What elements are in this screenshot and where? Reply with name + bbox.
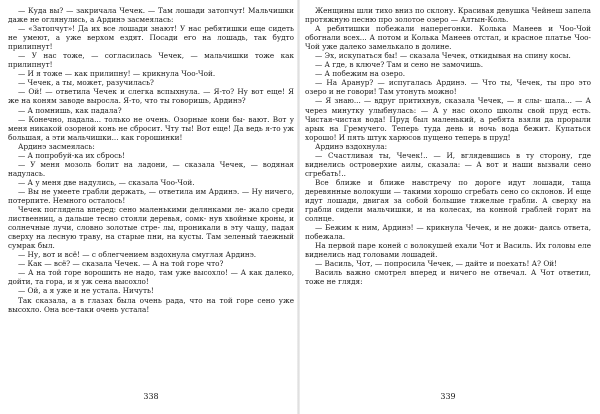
right-page-paragraph: А ребятишки побежали наперегонки. Колька Манеев и Чоо-Чой обогнали всех... А потом и Колька Манеев отстал, и красное платье Чоо-Чой уже далеко замелькало в долине. — [305, 24, 591, 52]
right-page-paragraph: Василь важно смотрел вперед и ничего не отвечал. А Чот ответил, тоже не глядя: — [305, 268, 591, 287]
left-page-paragraph: — А помнишь, как падала? — [18, 105, 122, 115]
right-page-text — [305, 6, 591, 286]
left-page-paragraph: — А у меня две надулись, — сказала Чоо-Чой. — [18, 177, 195, 187]
left-page-paragraph: — Вы не умеете грабли держать, — ответила им Ардинэ. — Ну ничего, потерпите. Немного осталось! — [8, 186, 294, 205]
right-page-paragraph: Ардинэ вздохнула: — [315, 141, 388, 151]
left-page-paragraph: — И я тоже — как прилипну! — крикнула Чоо-Чой. — [18, 69, 216, 79]
left-page-number: 338 — [143, 392, 159, 401]
left-page-paragraph: Чечек поглядела вперед: сено маленькими делянками ле- жало среди лиственниц, а дальше тесно стояли деревья, сомк- нув хвойные кроны, и солнечные лучи, словно золотые стре- лы, проникали в эту чащу, падая сверху на лесную траву, на старые пни, на кусты. Там зеленый таежный сумрак был. — [8, 205, 294, 251]
left-page-text — [8, 6, 294, 314]
right-page-paragraph: Женщины шли тихо вниз по склону. Красивая девушка Чейнеш запела протяжную песню про золотое озеро — Алтын-Коль. — [305, 6, 591, 25]
left-page-paragraph: — Куда вы? — закричала Чечек. — Там лошади затопчут! Мальчишки даже не оглянулись, а Ардинэ засмеялась: — [8, 6, 294, 25]
left-page-paragraph: — А на той горе ворошить не надо, там уже высохло! — А как далеко, дойти, та гора, и я уж сена высохло! — [8, 268, 294, 287]
right-page-paragraph: — А где, в ключе? Там и сено не замочишь. — [315, 60, 484, 70]
left-page-paragraph: — А попробуй-ка их сбрось! — [18, 150, 126, 160]
left-page-paragraph: — Ой, а я уже и не устала. Ничуть! — [18, 286, 154, 296]
left-page-paragraph: — Чечек, а ты, может, разучилась? — [18, 78, 154, 88]
right-page-number: 339 — [440, 392, 456, 401]
book-gutter — [297, 0, 300, 414]
right-page-paragraph: — Эх, искупаться бы! — сказала Чечек, откидывая на спину косы. — [315, 51, 571, 61]
left-page-paragraph: — Как — всё? — сказала Чечек. — А на той горе что? — [18, 259, 224, 269]
left-page — [8, 6, 294, 402]
right-page — [305, 6, 591, 402]
left-page-paragraph: — У нас тоже, — согласилась Чечек, — мальчишки тоже как прилипнут! — [8, 51, 294, 70]
left-page-paragraph: — У меня мозоль болит на ладони, — сказала Чечек, — водяная надулась. — [8, 159, 294, 178]
left-page-paragraph: Ардинэ засмеялась: — [18, 141, 95, 151]
left-page-paragraph: Так сказала, а в глазах была очень рада, что на той горе сено уже высохло. Она все-таки очень устала! — [8, 295, 294, 314]
right-page-paragraph: — На Аранур? — испугалась Ардинэ. — Что ты, Чечек, ты про это озеро и не говори! Там утонуть можно! — [305, 78, 591, 97]
right-page-paragraph: Все ближе и ближе навстречу по дороге идут лошади, таща деревянные волокуши — такими хорошо сгребать сено со склонов. И еще идут лошади, двигая за собой большие тяжелые грабли. А сверху на грабли сидели мальчишки, и на колесах, на конной граблей горят на солнце. — [305, 177, 591, 224]
right-page-paragraph: — Бежим к ним, Ардинэ! — крикнула Чечек, и не дожи- даясь ответа, побежала. — [305, 223, 591, 242]
right-page-paragraph: — Я знаю... — вдруг притихнув, сказала Чечек, — я слы- шала... — А через минутку улыбнулась: — А у нас около школы свой пруд есть. Чистая-чистая вода! Пруд был маленький, а ребята взяли да прорыли арык на Гремучего. Теперь туда день и ночь вода бежит. Купаться хорошо! И пять штук харюсов пущено теперь в пруд! — [305, 96, 591, 142]
left-page-paragraph: — Конечно, падала... только не очень. Озорные кони бы- вают. Вот у меня никакой озорной конь не сбросит. Чту ты! Вот еще! Да ведь я-то уж большая, а эти мальчишки... как горошинки! — [8, 114, 294, 142]
right-page-paragraph: — Василь, Чот, — попросила Чечек, — дайте и поехать! А? Ой! — [315, 259, 558, 269]
left-page-paragraph: — Ну, вот и всё! — с облегчением вздохнула смуглая Ардинэ. — [18, 250, 257, 260]
left-page-paragraph: — «Затопчут»! Да их все лошади знают! У нас ребятишки еще сидеть не умеют, а уже верхом ездят. Посади его на лошадь, так будто прилипнут! — [8, 24, 294, 52]
left-page-paragraph: — Ой! — ответила Чечек и слегка вспыхнула. — Я-то? Ну вот еще! Я же на коням заводе выросла. Я-то, что ты говоришь, Ардинэ? — [8, 87, 294, 106]
right-page-paragraph: — А побежим на озеро. — [315, 69, 406, 79]
right-page-paragraph: — Счастливая ты, Чечек!.. — И, вглядевшись в ту сторону, где виднелись островерхие аилы, сказала: — А вот и наши вызвали сено сгребать!.. — [305, 150, 591, 178]
right-page-paragraph: На первой паре коней с волокушей ехали Чот и Василь. Их головы еле виднелись над головами лошадей. — [305, 241, 591, 260]
